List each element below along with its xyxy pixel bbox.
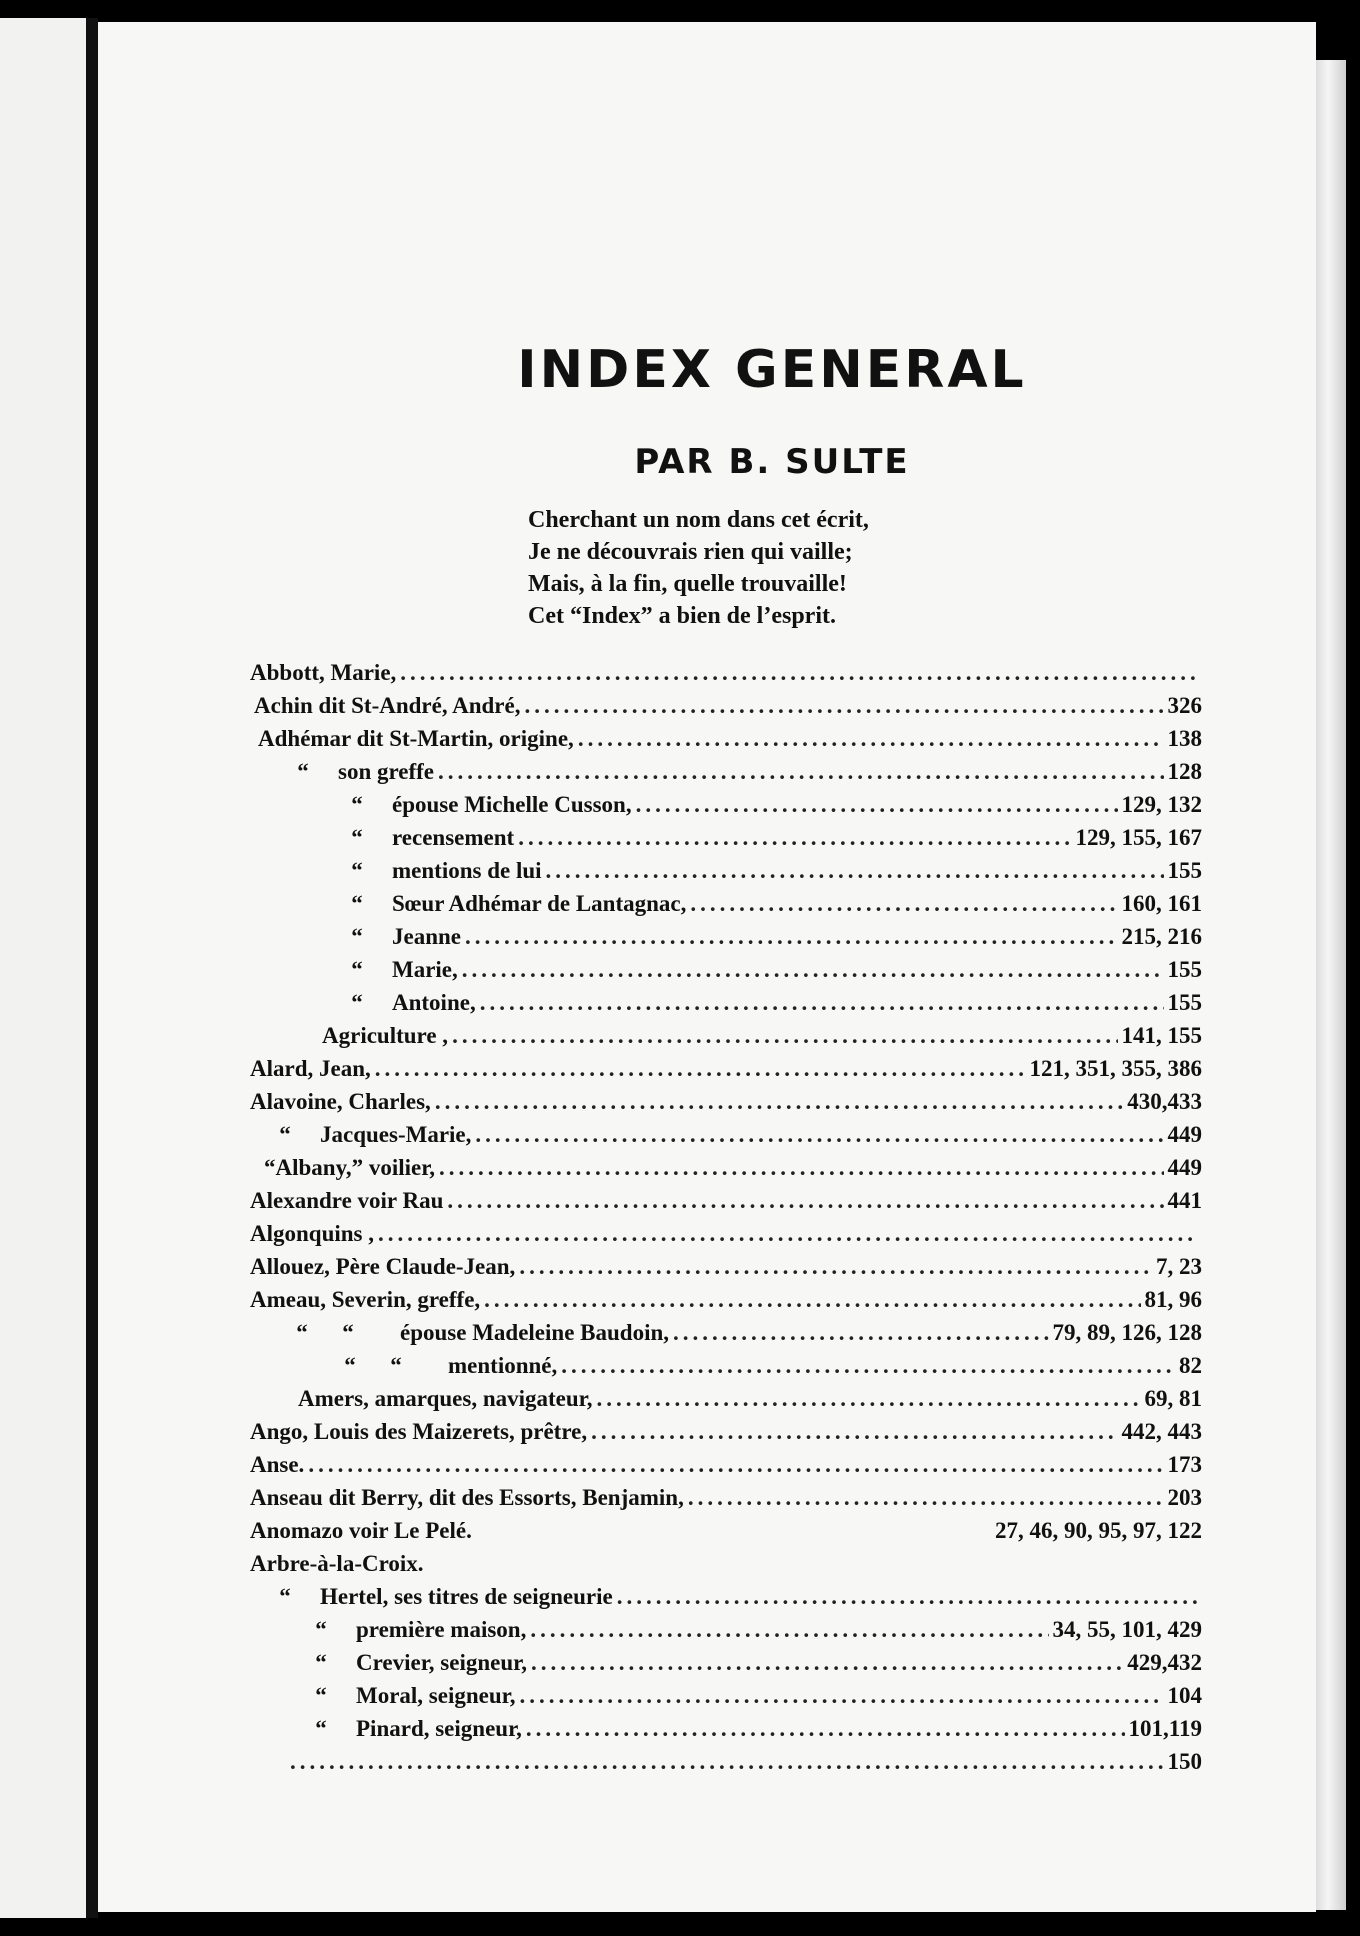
index-entry <box>250 821 1202 854</box>
dot-leader <box>290 1745 1164 1778</box>
index-term: Adhémar dit St-Martin, origine, <box>258 726 574 751</box>
page-numbers: 173 <box>1167 1452 1202 1477</box>
page-numbers: 129, 155, 167 <box>1075 825 1202 850</box>
index-term: Abbott, Marie, <box>250 660 397 685</box>
page-numbers: 160, 161 <box>1121 891 1202 916</box>
epigraph-line: Je ne découvrais rien qui vaille; <box>528 539 853 565</box>
page-numbers: 34, 55, 101, 429 <box>1052 1617 1202 1642</box>
index-entry <box>250 953 1202 986</box>
page-numbers: 27, 46, 90, 95, 97, 122 <box>995 1518 1202 1543</box>
index-term: Algonquins , <box>250 1221 375 1246</box>
page-numbers: 155 <box>1167 858 1202 883</box>
page-numbers: 449 <box>1167 1155 1202 1180</box>
page-numbers: 429,432 <box>1127 1650 1202 1675</box>
page-numbers: 7, 23 <box>1156 1254 1202 1279</box>
index-term: Arbre-à-la-Croix. <box>250 1551 424 1576</box>
ditto-mark: “ <box>297 759 309 784</box>
page-numbers: 441 <box>1167 1188 1202 1213</box>
epigraph-line: Cet “Index” a bien de l’esprit. <box>528 603 836 629</box>
dot-leader <box>400 656 1198 689</box>
page-numbers: 430,433 <box>1127 1089 1202 1114</box>
dot-leader <box>597 1382 1141 1415</box>
page-subtitle: PAR B. SULTE <box>634 442 910 482</box>
page-numbers: 155 <box>1167 957 1202 982</box>
epigraph-line: Mais, à la fin, quelle trouvaille! <box>528 571 847 597</box>
index-term: Sœur Adhémar de Lantagnac, <box>392 891 687 916</box>
index-entry <box>250 1481 1202 1514</box>
page-numbers: 138 <box>1167 726 1202 751</box>
epigraph-line: Cherchant un nom dans cet écrit, <box>528 507 869 533</box>
index-entry <box>250 1547 1202 1580</box>
dot-leader <box>591 1415 1117 1448</box>
index-term: mentionné, <box>448 1353 558 1378</box>
page-numbers: 121, 351, 355, 386 <box>1029 1056 1202 1081</box>
dot-leader <box>561 1349 1175 1382</box>
index-entry <box>250 1283 1202 1316</box>
dot-leader <box>462 953 1164 986</box>
index-term: Achin dit St-André, André, <box>254 693 521 718</box>
left-page-edge <box>0 18 86 1918</box>
index-entry <box>250 1712 1202 1745</box>
index-entry <box>250 788 1202 821</box>
index-entry <box>250 1052 1202 1085</box>
index-term: Alard, Jean, <box>250 1056 371 1081</box>
index-term: Jeanne <box>392 924 461 949</box>
index-term: Amers, amarques, navigateur, <box>298 1386 593 1411</box>
index-entry <box>250 1085 1202 1118</box>
index-entry <box>250 1184 1202 1217</box>
index-term: Anse. <box>250 1452 305 1477</box>
index-term: Ango, Louis des Maizerets, prêtre, <box>250 1419 588 1444</box>
index-term: Allouez, Père Claude-Jean, <box>250 1254 516 1279</box>
page-numbers: 69, 81 <box>1144 1386 1202 1411</box>
index-term: Crevier, seigneur, <box>356 1650 527 1675</box>
index-entry <box>250 1382 1202 1415</box>
dot-leader <box>526 1712 1125 1745</box>
index-entry <box>250 920 1202 953</box>
index-term: Alavoine, Charles, <box>250 1089 431 1114</box>
dot-leader <box>690 887 1117 920</box>
right-page-edge <box>1316 60 1346 1910</box>
index-term: Anomazo voir Le Pelé. <box>250 1518 472 1543</box>
index-term: recensement <box>392 825 515 850</box>
dot-leader <box>439 1151 1163 1184</box>
index-term: mentions de lui <box>392 858 542 883</box>
index-entry <box>250 1250 1202 1283</box>
index-entry <box>250 1580 1202 1613</box>
index-entry <box>250 1745 1202 1778</box>
ditto-mark: “ “ <box>296 1320 354 1345</box>
index-entry <box>250 1118 1202 1151</box>
dot-leader <box>520 1679 1164 1712</box>
index-term: Hertel, ses titres de seigneurie <box>320 1584 613 1609</box>
page-numbers: 203 <box>1167 1485 1202 1510</box>
index-entry <box>250 755 1202 788</box>
dot-leader <box>524 689 1163 722</box>
dot-leader <box>578 722 1164 755</box>
dot-leader <box>636 788 1118 821</box>
dot-leader <box>480 986 1164 1019</box>
index-entry <box>250 656 1202 689</box>
index-term: Alexandre voir Rau <box>250 1188 444 1213</box>
page-numbers: 150 <box>1167 1749 1202 1774</box>
dot-leader <box>435 1085 1123 1118</box>
index-entry <box>250 1646 1202 1679</box>
ditto-mark: “ <box>351 858 363 883</box>
dot-leader <box>447 1184 1163 1217</box>
ditto-mark: “ <box>315 1716 327 1741</box>
page-numbers: 155 <box>1167 990 1202 1015</box>
page-numbers: 215, 216 <box>1121 924 1202 949</box>
index-entry <box>250 986 1202 1019</box>
ditto-mark: “ <box>351 924 363 949</box>
index-entry <box>250 1019 1202 1052</box>
ditto-mark: “ <box>351 891 363 916</box>
ditto-mark: “ <box>279 1584 291 1609</box>
dot-leader <box>688 1481 1164 1514</box>
ditto-mark: “ <box>315 1650 327 1675</box>
dot-leader <box>465 920 1118 953</box>
index-entry <box>250 1613 1202 1646</box>
dot-leader <box>518 821 1071 854</box>
index-term: “Albany,” voilier, <box>264 1155 436 1180</box>
index-term: première maison, <box>356 1617 527 1642</box>
ditto-mark: “ <box>351 825 363 850</box>
index-term: Jacques-Marie, <box>320 1122 472 1147</box>
index-entry <box>250 689 1202 722</box>
index-term: Moral, seigneur, <box>356 1683 516 1708</box>
index-term: Antoine, <box>392 990 476 1015</box>
dot-leader <box>531 1646 1123 1679</box>
index-entry <box>250 1217 1202 1250</box>
index-entry <box>250 887 1202 920</box>
index-list <box>250 656 1202 1778</box>
dot-leader <box>617 1580 1198 1613</box>
page-numbers: 128 <box>1167 759 1202 784</box>
index-entry <box>250 1415 1202 1448</box>
ditto-mark: “ <box>315 1683 327 1708</box>
dot-leader <box>378 1217 1198 1250</box>
index-entry <box>250 1679 1202 1712</box>
dot-leader <box>519 1250 1152 1283</box>
page-numbers: 79, 89, 126, 128 <box>1052 1320 1202 1345</box>
index-term: Anseau dit Berry, dit des Essorts, Benjamin, <box>250 1485 684 1510</box>
dot-leader <box>438 755 1163 788</box>
index-entry <box>250 722 1202 755</box>
page-numbers: 81, 96 <box>1144 1287 1202 1312</box>
page-numbers: 326 <box>1167 693 1202 718</box>
page-numbers: 442, 443 <box>1121 1419 1202 1444</box>
ditto-mark: “ <box>351 990 363 1015</box>
index-term: épouse Michelle Cusson, <box>392 792 632 817</box>
index-entry <box>250 1349 1202 1382</box>
index-term: Marie, <box>392 957 458 982</box>
index-entry <box>250 1514 1202 1547</box>
ditto-mark: “ “ <box>344 1353 402 1378</box>
dot-leader <box>484 1283 1140 1316</box>
ditto-mark: “ <box>351 957 363 982</box>
page-title: INDEX GENERAL <box>517 340 1027 400</box>
index-page <box>98 22 1316 1912</box>
dot-leader <box>673 1316 1048 1349</box>
index-entry <box>250 1448 1202 1481</box>
index-term: Agriculture , <box>322 1023 449 1048</box>
index-entry <box>250 1151 1202 1184</box>
dot-leader <box>546 854 1164 887</box>
page-numbers: 141, 155 <box>1121 1023 1202 1048</box>
index-term: Pinard, seigneur, <box>356 1716 522 1741</box>
page-numbers: 82 <box>1179 1353 1202 1378</box>
dot-leader <box>375 1052 1026 1085</box>
index-term: épouse Madeleine Baudoin, <box>400 1320 670 1345</box>
dot-leader <box>530 1613 1048 1646</box>
page-numbers: 101,119 <box>1128 1716 1202 1741</box>
index-entry <box>250 854 1202 887</box>
page-numbers: 129, 132 <box>1121 792 1202 817</box>
page-numbers: 104 <box>1167 1683 1202 1708</box>
index-term: son greffe <box>338 759 435 784</box>
dot-leader <box>452 1019 1117 1052</box>
dot-leader <box>475 1118 1163 1151</box>
epigraph <box>528 504 948 632</box>
page-numbers: 449 <box>1167 1122 1202 1147</box>
index-term: Ameau, Severin, greffe, <box>250 1287 481 1312</box>
book-gutter <box>86 18 98 1918</box>
ditto-mark: “ <box>279 1122 291 1147</box>
index-entry <box>250 1316 1202 1349</box>
ditto-mark: “ <box>315 1617 327 1642</box>
ditto-mark: “ <box>351 792 363 817</box>
dot-leader <box>308 1448 1163 1481</box>
